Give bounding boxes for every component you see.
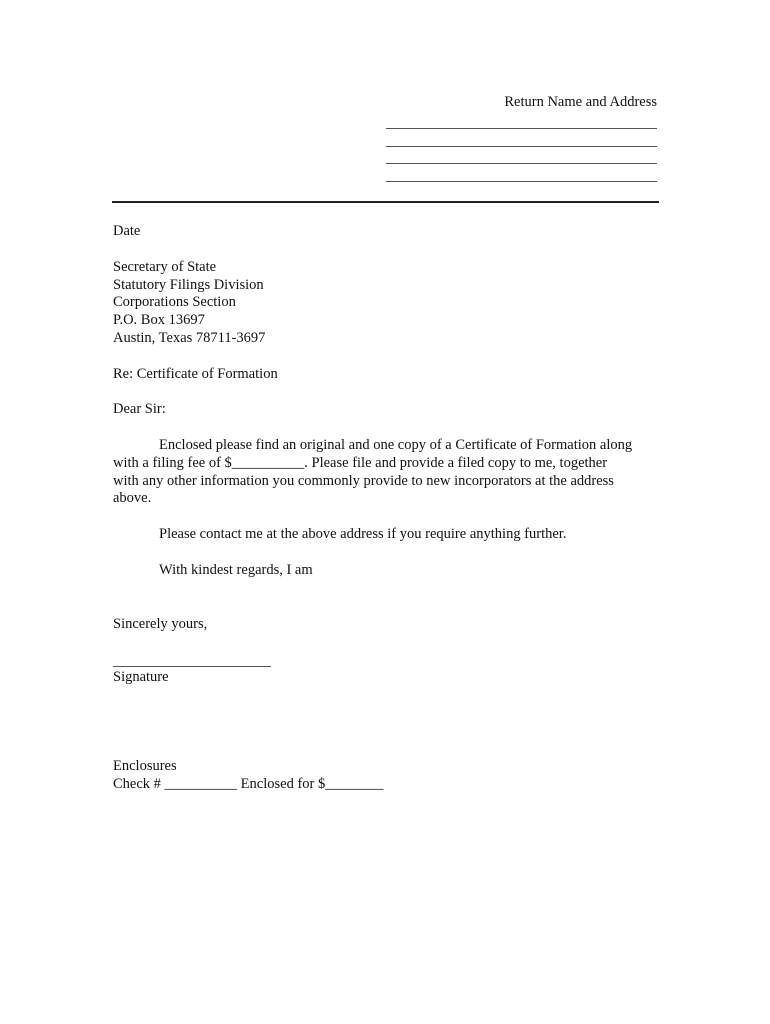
body-paragraph-1-line-4: above.: [113, 490, 152, 506]
body-paragraph-1-line-3: with any other information you commonly provide to new incorporators at the address: [113, 473, 614, 489]
body-paragraph-1-line-1: Enclosed please find an original and one copy of a Certificate of Formation along: [159, 437, 633, 453]
recipient-line-4: P.O. Box 13697: [113, 312, 205, 328]
header-divider: [112, 201, 659, 203]
body-paragraph-1-line-2: with a filing fee of $__________. Please file and provide a filed copy to me, together: [113, 455, 608, 471]
body-paragraph-2: Please contact me at the above address if you require anything further.: [159, 526, 567, 542]
return-address-line-4: [386, 181, 657, 182]
signature-label: Signature: [113, 669, 169, 685]
enclosures-label: Enclosures: [113, 758, 177, 774]
recipient-line-2: Statutory Filings Division: [113, 277, 264, 293]
signature-line: [113, 666, 271, 667]
body-paragraph-3: With kindest regards, I am: [159, 562, 313, 578]
recipient-line-5: Austin, Texas 78711-3697: [113, 330, 266, 346]
recipient-line-1: Secretary of State: [113, 259, 217, 275]
date-label: Date: [113, 223, 141, 239]
check-enclosed-line: Check # __________ Enclosed for $________: [113, 776, 384, 792]
recipient-line-3: Corporations Section: [113, 294, 236, 310]
return-address-line-3: [386, 163, 657, 164]
return-address-line-1: [386, 128, 657, 129]
salutation: Dear Sir:: [113, 401, 166, 417]
closing: Sincerely yours,: [113, 616, 208, 632]
return-address-line-2: [386, 146, 657, 147]
subject-line: Re: Certificate of Formation: [113, 366, 278, 382]
return-name-address-label: Return Name and Address: [504, 94, 657, 110]
